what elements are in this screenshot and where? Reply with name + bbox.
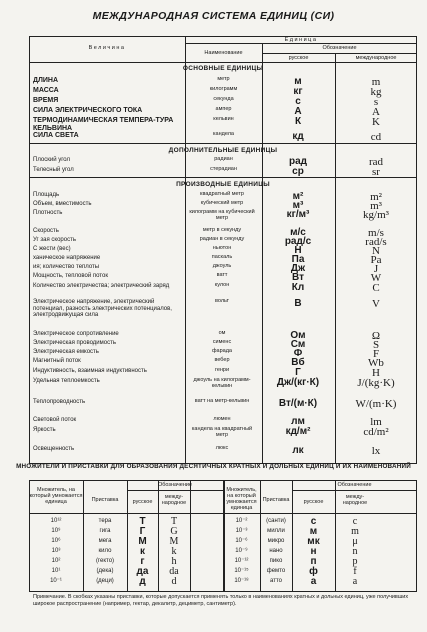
page-title: МЕЖДУНАРОДНАЯ СИСТЕМА ЕДИНИЦ (СИ) xyxy=(92,10,335,22)
unit-name: килограмм xyxy=(209,86,238,92)
russian-symbol: Дж xyxy=(290,263,306,274)
international-symbol: cd/m² xyxy=(363,426,389,438)
header-quantity: Величина xyxy=(88,45,126,51)
russian-symbol: Н xyxy=(294,245,302,256)
prefix-name: (деци) xyxy=(96,578,114,584)
international-symbol: s xyxy=(373,96,379,108)
quantity-name: Площадь xyxy=(33,192,60,198)
section-additional-heading: ДОПОЛНИТЕЛЬНЫЕ ЕДИНИЦЫ xyxy=(168,147,278,154)
prefix-name: (санти) xyxy=(266,518,286,524)
quantity-name: Теплопроводность xyxy=(33,399,86,405)
russian-symbol: См xyxy=(290,339,306,350)
international-symbol: rad/s xyxy=(365,236,387,248)
header-name: Наименование xyxy=(204,50,243,56)
header-rule xyxy=(127,490,223,491)
russian-symbol: кг/м³ xyxy=(286,209,310,220)
prefix-name: мега xyxy=(98,538,112,544)
quantity-name: С жести (вес) xyxy=(33,246,71,252)
unit-name: секунда xyxy=(213,96,234,102)
international-symbol: F xyxy=(372,348,380,360)
russian-symbol: да xyxy=(136,566,149,577)
russian-symbol: В xyxy=(294,298,302,309)
table-row xyxy=(33,399,421,410)
header-designation: Обозначение xyxy=(337,482,372,488)
russian-symbol: кд/м² xyxy=(285,426,311,437)
russian-symbol: д xyxy=(139,576,146,587)
russian-symbol: Дж/(кг·К) xyxy=(276,377,320,388)
prefix-name: микро xyxy=(267,538,285,544)
unit-name: кельвин xyxy=(213,116,234,122)
unit-name: квадратный метр xyxy=(200,191,244,197)
international-symbol: W xyxy=(370,272,382,284)
unit-name: метр xyxy=(217,76,230,82)
russian-symbol: г xyxy=(140,556,145,567)
quantity-name: ДЛИНА xyxy=(33,77,59,84)
multiplier: 10⁻³ xyxy=(235,528,248,534)
international-symbol: T xyxy=(170,516,178,527)
russian-symbol: Вт/(м·К) xyxy=(278,398,318,409)
russian-symbol: м³ xyxy=(292,200,304,211)
international-symbol: C xyxy=(372,282,380,294)
international-symbol: M xyxy=(169,536,179,547)
unit-name: ом xyxy=(218,330,226,336)
russian-symbol: Ф xyxy=(293,348,303,359)
russian-symbol: м xyxy=(294,76,302,87)
russian-symbol: с xyxy=(295,96,301,107)
russian-symbol: кг xyxy=(293,86,303,97)
prefix-name: тера xyxy=(98,518,112,524)
section-derived-heading: ПРОИЗВОДНЫЕ ЕДИНИЦЫ xyxy=(176,181,270,188)
international-symbol: H xyxy=(372,367,380,379)
unit-name: метр в секунду xyxy=(202,227,242,233)
unit-name: люкс xyxy=(215,445,229,451)
header-prefix: Приставка xyxy=(91,497,119,503)
prefix-name: милли xyxy=(267,528,285,534)
header-unit: Единица xyxy=(284,37,318,43)
table-row xyxy=(33,283,421,294)
quantity-name: Плотность xyxy=(33,210,63,216)
table-row xyxy=(33,298,421,319)
quantity-name: МАССА xyxy=(33,87,59,94)
column-divider xyxy=(190,480,191,592)
international-symbol: J/(kg·K) xyxy=(357,377,395,389)
prefix-name: кило xyxy=(98,548,112,554)
international-symbol: Ω xyxy=(371,330,381,342)
russian-symbol: рад/с xyxy=(284,236,312,247)
unit-name: паскаль xyxy=(211,254,233,260)
unit-name: кулон xyxy=(214,282,230,288)
international-symbol: m/s xyxy=(368,227,384,239)
unit-name: сименс xyxy=(212,339,232,345)
multiplier: 10⁻⁶ xyxy=(235,538,248,544)
header-designation: Обозначение xyxy=(322,45,357,51)
header-russian: русское xyxy=(132,499,153,505)
russian-symbol: Г xyxy=(139,526,146,537)
quantity-name: ия; количество теплоты xyxy=(33,264,100,270)
international-symbol: cd xyxy=(370,131,382,143)
international-symbol: f xyxy=(353,566,357,577)
quantity-name: Мощность, тепловой поток xyxy=(33,273,108,279)
unit-name: ватт на метр-кельвин xyxy=(194,398,250,404)
unit-name: стерадиан xyxy=(210,166,237,172)
quantity-name: Освещенность xyxy=(33,446,75,452)
header-russian: русское xyxy=(288,55,309,61)
unit-name: ватт xyxy=(216,272,228,278)
quantity-name: Плоский угол xyxy=(33,157,70,163)
russian-symbol: а xyxy=(310,576,317,587)
multiplier: 10¹ xyxy=(51,568,61,574)
international-symbol: p xyxy=(352,556,358,567)
multiplier: 10⁻¹² xyxy=(234,558,249,564)
russian-symbol: Т xyxy=(139,516,146,527)
russian-symbol: мк xyxy=(307,536,320,547)
unit-name: джоуль xyxy=(212,263,232,269)
quantity-name: Яркость xyxy=(33,427,56,433)
header-rule xyxy=(292,490,417,491)
multiplier: 10⁹ xyxy=(51,528,61,534)
russian-symbol: н xyxy=(310,546,317,557)
unit-name: ампер xyxy=(215,106,232,112)
quantity-name: Электрическая емкость xyxy=(33,349,99,355)
russian-symbol: п xyxy=(310,556,317,567)
unit-name: вебер xyxy=(214,357,230,363)
unit-name: фарада xyxy=(212,348,232,354)
russian-symbol: кд xyxy=(292,131,304,142)
multiplier: 10⁻² xyxy=(235,518,248,524)
quantity-name: Количество электричества; электрический заряд xyxy=(33,283,170,289)
unit-name: вольт xyxy=(215,298,229,304)
unit-name: радиан xyxy=(214,156,233,162)
table-row xyxy=(33,378,421,389)
unit-name: кандела xyxy=(213,131,234,137)
unit-name: килограмм на кубический метр xyxy=(189,209,255,221)
quantity-name: Уг зая скорость xyxy=(33,237,76,243)
international-symbol: W/(m·K) xyxy=(355,398,397,410)
russian-symbol: М xyxy=(138,536,147,547)
prefix-name: атто xyxy=(270,578,282,584)
multiplier: 10⁶ xyxy=(51,538,61,544)
unit-name: джоуль на килограмм-кельвин xyxy=(193,377,251,389)
quantity-name: СИЛА ЭЛЕКТРИЧЕСКОГО ТОКА xyxy=(33,107,143,114)
international-symbol: rad xyxy=(368,156,384,168)
header-rule xyxy=(185,43,417,44)
russian-symbol: лм xyxy=(291,416,305,427)
international-symbol: sr xyxy=(372,166,380,178)
russian-symbol: м² xyxy=(292,191,304,202)
header-international: международное xyxy=(355,55,397,61)
section-rule xyxy=(29,177,417,178)
international-symbol: k xyxy=(171,546,177,557)
international-symbol: N xyxy=(372,245,380,257)
russian-symbol: Г xyxy=(295,367,301,378)
quantity-name: ТЕРМОДИНАМИЧЕСКАЯ ТЕМПЕРА-ТУРА КЕЛЬВИНА xyxy=(33,117,174,132)
unit-name: кандела на квадратный метр xyxy=(191,426,253,438)
quantity-name: Электрическое сопротивление xyxy=(33,331,119,337)
international-symbol: da xyxy=(169,566,179,577)
quantity-name: Электрическое напряжение, электрический потенциал, разность электрических потенциалов, электродвижущая сила xyxy=(33,299,172,319)
international-symbol: K xyxy=(372,116,380,128)
unit-name: люмен xyxy=(213,416,231,422)
multiplier: 10² xyxy=(51,558,61,564)
international-symbol: n xyxy=(352,546,358,557)
international-symbol: lx xyxy=(371,445,381,457)
international-symbol: S xyxy=(372,339,380,351)
russian-symbol: Вт xyxy=(292,272,304,283)
prefix-name: пико xyxy=(269,558,283,564)
international-symbol: a xyxy=(352,576,358,587)
russian-symbol: К xyxy=(294,116,302,127)
russian-symbol: ф xyxy=(309,566,318,577)
russian-symbol: Вб xyxy=(291,357,305,368)
international-symbol: d xyxy=(171,576,177,587)
international-symbol: V xyxy=(372,298,380,310)
header-multiplier: Множитель, на который умножается единица xyxy=(29,487,83,505)
table-row xyxy=(33,446,421,457)
unit-name: кубический метр xyxy=(200,200,244,206)
section-rule xyxy=(29,143,417,144)
international-symbol: m xyxy=(351,526,359,537)
header-international: между-народное xyxy=(161,494,187,506)
prefix-name: нано xyxy=(269,548,283,554)
prefix-table-title: МНОЖИТЕЛИ И ПРИСТАВКИ ДЛЯ ОБРАЗОВАНИЯ ДЕСЯТИЧНЫХ КРАТНЫХ И ДОЛЬНЫХ ЕДИНИЦ И ИХ НАИМЕНОВАНИЙ xyxy=(16,463,411,470)
table-row xyxy=(33,132,421,143)
section-basic-heading: ОСНОВНЫЕ ЕДИНИЦЫ xyxy=(182,65,264,72)
table-row xyxy=(33,116,421,132)
multiplier: 10⁻¹⁸ xyxy=(234,578,249,584)
header-prefix: Приставка xyxy=(262,497,290,503)
footnote: Примечание. В скобках указаны приставки, которые допускается применять только в наименованиях кратных и дольных единиц, уже получивших широкое распространение (например, гектар, декалитр, дециметр, сантиметр). xyxy=(33,594,409,607)
international-symbol: m² xyxy=(370,191,382,203)
quantity-name: ханическое напряжение xyxy=(33,255,101,261)
quantity-name: ВРЕМЯ xyxy=(33,97,59,104)
international-symbol: A xyxy=(372,106,380,118)
quantity-name: СИЛА СВЕТА xyxy=(33,132,79,139)
unit-name: генри xyxy=(214,367,230,373)
prefix-name: (дека) xyxy=(96,568,114,574)
multiplier: 10³ xyxy=(51,548,61,554)
international-symbol: h xyxy=(171,556,177,567)
russian-symbol: рад xyxy=(288,156,308,167)
quantity-name: Телесный угол xyxy=(33,167,74,173)
header-international: между-народное xyxy=(342,494,368,506)
russian-symbol: Кл xyxy=(291,282,305,293)
russian-symbol: с xyxy=(310,516,317,527)
header-bottom-rule xyxy=(29,62,417,63)
multiplier: 10⁻⁹ xyxy=(235,548,248,554)
multiplier: 10¹² xyxy=(50,518,62,524)
russian-symbol: ср xyxy=(292,166,304,177)
header-bottom-rule xyxy=(29,513,417,514)
header-russian: русское xyxy=(303,499,324,505)
quantity-name: Электрическая проводимость xyxy=(33,340,116,346)
quantity-name: Объем, вместимость xyxy=(33,201,92,207)
prefix-name: (гекто) xyxy=(95,558,115,564)
prefix-name: фемто xyxy=(266,568,286,574)
international-symbol: lm xyxy=(370,416,382,428)
multiplier: 10⁻¹ xyxy=(50,578,62,584)
header-rule xyxy=(262,53,417,54)
international-symbol: Wb xyxy=(368,357,384,369)
russian-symbol: А xyxy=(294,106,302,117)
international-symbol: m³ xyxy=(370,200,382,212)
quantity-name: Индуктивность, взаимная индуктивность xyxy=(33,368,147,374)
russian-symbol: м xyxy=(309,526,318,537)
international-symbol: μ xyxy=(352,536,358,547)
unit-name: радиан в секунду xyxy=(199,236,245,242)
russian-symbol: Ом xyxy=(290,330,306,341)
international-symbol: J xyxy=(373,263,379,275)
international-symbol: m xyxy=(371,76,381,88)
header-multiplier: Множитель, на который умножается единица xyxy=(226,487,257,511)
unit-name: ньютон xyxy=(212,245,232,251)
table-row xyxy=(33,210,421,221)
international-symbol: kg/m³ xyxy=(363,209,389,221)
quantity-name: Световой поток xyxy=(33,417,77,423)
international-symbol: G xyxy=(170,526,178,537)
international-symbol: Pa xyxy=(370,254,382,266)
international-symbol: c xyxy=(352,516,358,527)
header-designation: Обозначение xyxy=(157,482,192,488)
quantity-name: Магнитный поток xyxy=(33,358,81,364)
multiplier: 10⁻¹⁵ xyxy=(234,568,249,574)
russian-symbol: лк xyxy=(292,445,304,456)
russian-symbol: м/с xyxy=(290,227,306,238)
russian-symbol: Па xyxy=(291,254,305,265)
russian-symbol: к xyxy=(139,546,145,557)
international-symbol: kg xyxy=(370,86,382,98)
prefix-name: гига xyxy=(99,528,111,534)
table-row xyxy=(33,427,421,438)
quantity-name: Удельная теплоемкость xyxy=(33,378,100,384)
quantity-name: Скорость xyxy=(33,228,59,234)
